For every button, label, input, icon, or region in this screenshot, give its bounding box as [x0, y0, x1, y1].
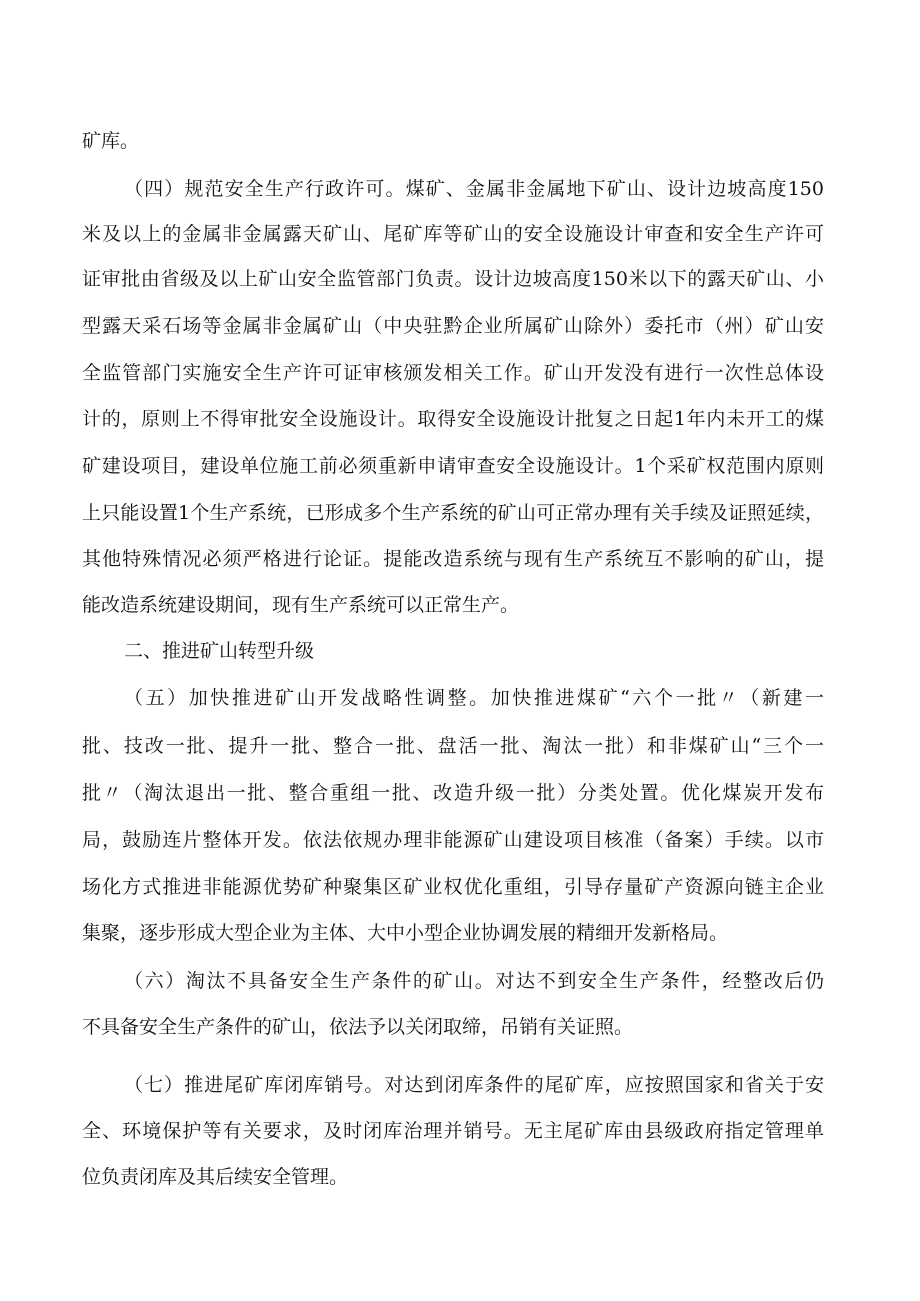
text-line: 不具备安全生产条件的矿山，依法予以关闭取缔，吊销有关证照。 — [82, 1016, 634, 1038]
text-line: （五）加快推进矿山开发战略性调整。加快推进煤矿“六个一批〃（新建一 — [124, 687, 824, 709]
text-line: 全监管部门实施安全生产许可证审核颁发相关工作。矿山开发没有进行一次性总体设 — [82, 362, 824, 384]
text-line: 计的，原则上不得审批安全设施设计。取得安全设施设计批复之日起1年内未开工的煤 — [82, 408, 824, 430]
text-line: 场化方式推进非能源优势矿种聚集区矿业权优化重组，引导存量矿产资源向链主企业 — [82, 876, 824, 898]
text-line: 批、技改一批、提升一批、整合一批、盘活一批、淘汰一批）和非煤矿山“三个一 — [82, 735, 824, 757]
text-line: 型露天采石场等金属非金属矿山（中央驻黔企业所属矿山除外）委托市（州）矿山安 — [82, 315, 824, 337]
text-line: 位负责闭库及其后续安全管理。 — [82, 1166, 349, 1188]
text-line: 矿库。 — [82, 130, 140, 152]
text-line: （四）规范安全生产行政许可。煤矿、金属非金属地下矿山、设计边坡高度150 — [124, 178, 824, 200]
text-line: 集聚，逐步形成大型企业为主体、大中小型企业协调发展的精细开发新格局。 — [82, 922, 729, 944]
text-line: 证审批由省级及以上矿山安全监管部门负责。设计边坡高度150米以下的露天矿山、小 — [82, 268, 824, 290]
text-line: 上只能设置1个生产系统，已形成多个生产系统的矿山可正常办理有关手续及证照延续， — [82, 502, 824, 524]
text-line: 二、推进矿山转型升级 — [124, 640, 315, 662]
text-line: 其他特殊情况必须严格进行论证。提能改造系统与现有生产系统互不影响的矿山，提 — [82, 548, 824, 570]
text-line: 米及以上的金属非金属露天矿山、尾矿库等矿山的安全设施设计审查和安全生产许可 — [82, 223, 824, 245]
text-line: 局，鼓励连片整体开发。依法依规办理非能源矿山建设项目核准（备案）手续。以市 — [82, 829, 824, 851]
text-line: 能改造系统建设期间，现有生产系统可以正常生产。 — [82, 594, 520, 616]
text-line: 矿建设项目，建设单位施工前必须重新申请审查安全设施设计。1个采矿权范围内原则 — [82, 455, 824, 477]
text-line: （六）淘汰不具备安全生产条件的矿山。对达不到安全生产条件，经整改后仍 — [124, 970, 824, 992]
text-line: 全、环境保护等有关要求，及时闭库治理并销号。无主尾矿库由县级政府指定管理单 — [82, 1120, 824, 1142]
text-line: 批〃（淘汰退出一批、整合重组一批、改造升级一批）分类处置。优化煤炭开发布 — [82, 782, 824, 804]
text-line: （七）推进尾矿库闭库销号。对达到闭库条件的尾矿库，应按照国家和省关于安 — [124, 1074, 824, 1096]
